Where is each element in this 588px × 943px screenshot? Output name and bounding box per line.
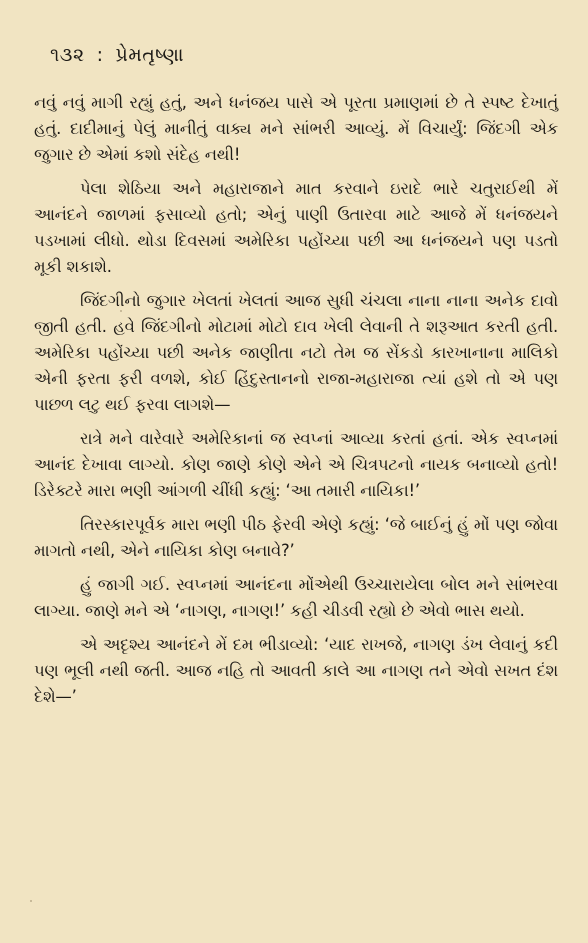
paper-speck (460, 520, 462, 522)
paper-speck (120, 310, 122, 312)
paragraph: તિરસ્કારપૂર્વક મારા ભણી પીઠ ફેરવી એણે કહ્યું: ‘જે બાઈનું હું મોં પણ જોવા માગતો નથી, એને નાયિકા કોણ બનાવે?’ (34, 515, 558, 560)
running-title: પ્રેમતૃષ્ણા (115, 44, 185, 66)
paragraph: પેલા શેઠિયા અને મહારાજાને માત કરવાને ઇરાદે ભારે ચતુરાઈથી મેં આનંદને જાળમાં ફસાવ્યો હતો; એનું પાણી ઉતારવા માટે આજે મેં ધનંજયને પડખામાં લીધો. થોડા દિવસમાં અમેરિકા પહોંચ્યા પછી આ ધનંજયને પણ પડતો મૂકી શકાશે. (34, 179, 558, 276)
paper-speck (30, 900, 32, 902)
paragraph: રાત્રે મને વારેવારે અમેરિકાનાં જ સ્વપ્નાં આવ્યા કરતાં હતાં. એક સ્વપ્નમાં આનંદ દેખાવા લાગ્યો. કોણ જાણે કોણે એને એ ચિત્રપટનો નાયક બનાવ્યો હતો! ડિરેક્ટરે મારા ભણી આંગળી ચીંધી કહ્યું: ‘આ તમારી નાયિકા!’ (34, 429, 558, 500)
paragraph: હું જાગી ગઈ. સ્વપ્નમાં આનંદના મોંએથી ઉચ્ચારાયેલા બોલ મને સાંભરવા લાગ્યા. જાણે મને એ ‘નાગણ, નાગણ!’ કહી ચીડવી રહ્યો છે એવો ભાસ થયો. (34, 575, 558, 620)
paragraph: નવું નવું માગી રહ્યું હતું, અને ધનંજય પાસે એ પૂરતા પ્રમાણમાં છે તે સ્પષ્ટ દેખાતું હતું. દાદીમાનું પેલું માનીતું વાક્ય મને સાંભરી આવ્યું. મેં વિચાર્યું: જિંદગી એક જુગાર છે એમાં કશો સંદેહ નથી! (34, 93, 558, 164)
header-separator: : (96, 44, 104, 66)
page-header (50, 42, 558, 68)
body-text (34, 90, 558, 710)
page-number: ૧૩૨ (50, 44, 85, 66)
paragraph: જિંદગીનો જુગાર ખેલતાં ખેલતાં આજ સુધી ચંચલા નાના નાના અનેક દાવો જીતી હતી. હવે જિંદગીનો મોટામાં મોટો દાવ ખેલી લેવાની તે શરૂઆત કરતી હતી. અમેરિકા પહોંચ્યા પછી અનેક જાણીતા નટો તેમ જ સેંકડો કારખાનાના માલિકો એની ફરતા ફરી વળશે, કોઈ હિંદુસ્તાનનો રાજા-મહારાજા ત્યાં હશે તો એ પણ પાછળ લટુ થઈ ફરવા લાગશે— (34, 291, 558, 414)
paragraph: એ અદૃશ્ય આનંદને મેં દમ ભીડાવ્યો: ‘યાદ રાખજે, નાગણ ડંખ લેવાનું કદી પણ ભૂલી નથી જતી. આજ નહિ તો આવતી કાલે આ નાગણ તને એવો સખત દંશ દેશે—’ (34, 635, 558, 706)
